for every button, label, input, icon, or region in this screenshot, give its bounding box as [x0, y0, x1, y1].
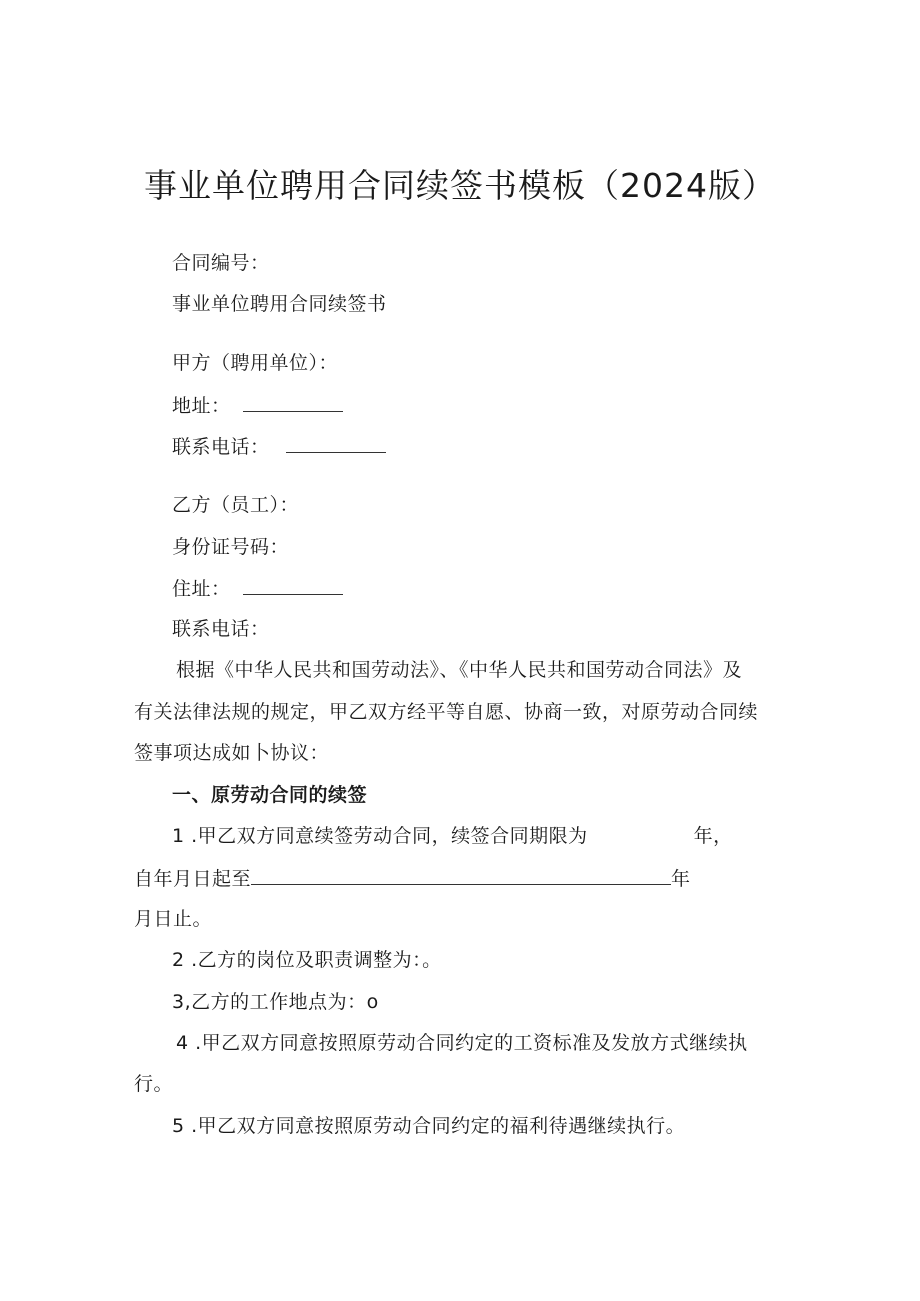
party-a-phone-label: 联系电话：	[172, 436, 270, 458]
party-b-address-blank	[243, 576, 343, 595]
party-b-phone-label: 联系电话：	[172, 618, 270, 640]
item-4-line-2: 行。	[134, 1073, 174, 1095]
item-5: 5 .甲乙双方同意按照原劳动合同约定的福利待遇继续执行。	[172, 1115, 686, 1137]
party-b-address-row	[172, 576, 343, 601]
party-a-address-blank	[243, 393, 343, 412]
item-1-text: 1 .甲乙双方同意续签劳动合同，续签合同期限为	[172, 825, 588, 847]
item-4-line-1: 4 .甲乙双方同意按照原劳动合同约定的工资标准及发放方式继续执	[176, 1032, 748, 1054]
preamble-line-1: 根据《中华人民共和国劳动法》、《中华人民共和国劳动合同法》及	[176, 659, 743, 681]
section-1-heading: 一、原劳动合同的续签	[172, 784, 368, 806]
item-2: 2 .乙方的岗位及职责调整为：。	[172, 949, 442, 971]
item-1-end-year-unit: 年	[671, 868, 691, 890]
contract-number-label: 合同编号：	[172, 252, 270, 274]
party-a-address-row	[172, 393, 343, 418]
party-b-address-label: 住址：	[172, 578, 231, 600]
end-date-blank	[251, 866, 671, 885]
item-1-line-1	[172, 824, 733, 848]
party-a-address-label: 地址：	[172, 395, 231, 417]
document-subtitle: 事业单位聘用合同续签书	[172, 293, 387, 315]
party-b-id-label: 身份证号码：	[172, 536, 290, 558]
item-1-line-2	[134, 866, 691, 891]
party-a-label: 甲方（聘用单位）：	[172, 352, 339, 374]
preamble-line-3: 签事项达成如卜协议：	[134, 742, 330, 764]
party-a-phone-row	[172, 434, 386, 459]
item-1-line-3: 月日止。	[134, 908, 213, 930]
party-b-label: 乙方（员工）：	[172, 494, 300, 516]
item-1-start-text: 自年月日起至	[134, 868, 252, 890]
item-3: 3,乙方的工作地点为：o	[172, 991, 379, 1013]
preamble-line-2: 有关法律法规的规定，甲乙双方经平等自愿、协商一致，对原劳动合同续	[134, 701, 759, 723]
party-a-phone-blank	[286, 434, 386, 453]
document-title: 事业单位聘用合同续签书模板（2024版）	[144, 166, 776, 205]
item-1-year-unit: 年，	[693, 825, 733, 847]
